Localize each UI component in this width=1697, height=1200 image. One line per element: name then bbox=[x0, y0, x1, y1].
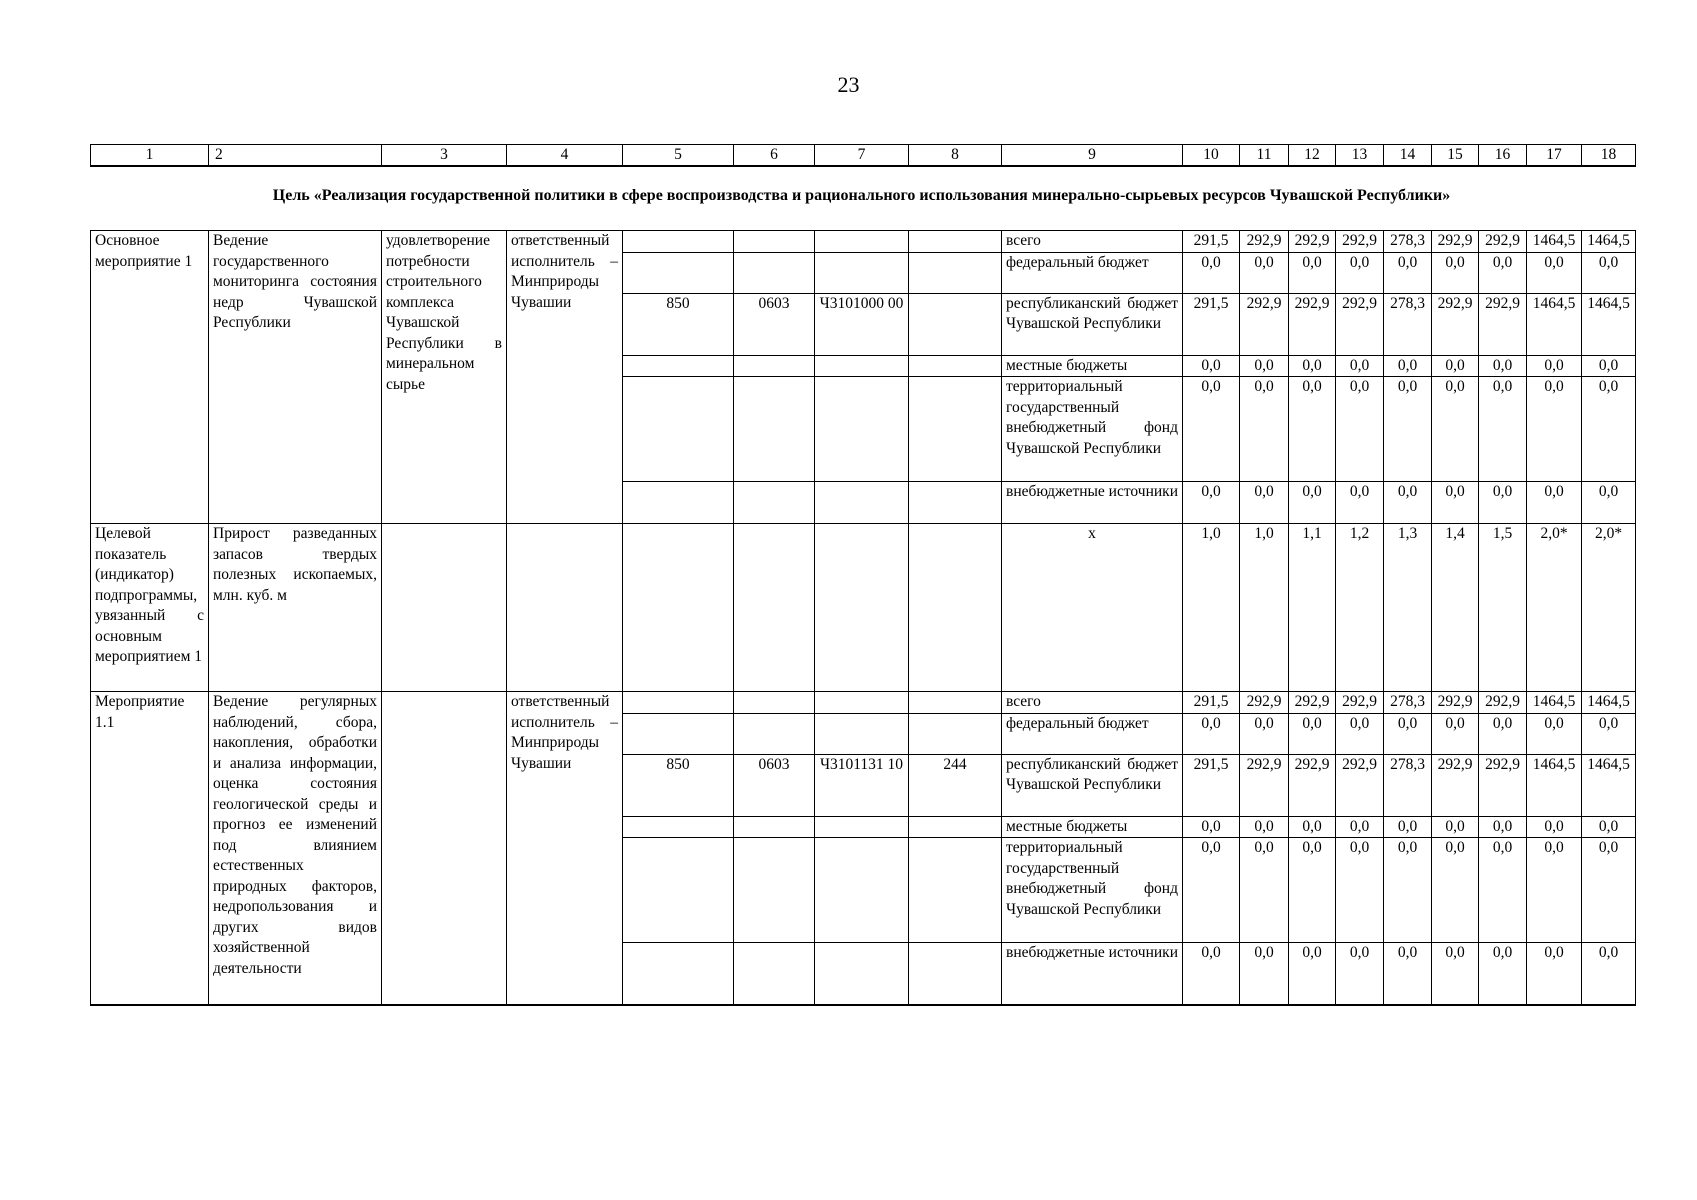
value-cell: 0,0 bbox=[1479, 816, 1527, 838]
empty-cell bbox=[623, 482, 734, 524]
header-col-12: 12 bbox=[1289, 145, 1336, 167]
value-cell: 292,9 bbox=[1432, 231, 1479, 253]
value-cell: 2,0* bbox=[1527, 524, 1582, 692]
value-cell: 292,9 bbox=[1336, 754, 1384, 816]
value-cell: 2,0* bbox=[1582, 524, 1636, 692]
value-cell: 0,0 bbox=[1183, 943, 1240, 1005]
value-cell: 0,0 bbox=[1240, 816, 1289, 838]
empty-cell bbox=[815, 713, 909, 754]
value-cell: 0,0 bbox=[1479, 838, 1527, 943]
value-cell: 0,0 bbox=[1240, 355, 1289, 377]
empty-cell bbox=[734, 692, 815, 714]
empty-cell bbox=[623, 838, 734, 943]
value-cell: 0,0 bbox=[1582, 943, 1636, 1005]
activity-name: Ведение регулярных наблюдений, сбора, накопления, обработки и анализа информации, оценка состояния геологической среды и прогноз ее изменений под влиянием естественных природных факторов, недропользования и других видов хозяйственной деятельности bbox=[209, 692, 382, 1005]
value-cell: 0,0 bbox=[1479, 943, 1527, 1005]
empty-cell bbox=[909, 713, 1002, 754]
value-cell: 1,1 bbox=[1289, 524, 1336, 692]
value-cell: 0,0 bbox=[1289, 943, 1336, 1005]
value-cell: 0,0 bbox=[1527, 355, 1582, 377]
value-cell: 0,0 bbox=[1183, 838, 1240, 943]
header-col-7: 7 bbox=[815, 145, 909, 167]
value-cell: 0,0 bbox=[1582, 355, 1636, 377]
responsible-executor: ответственный исполнитель – Минприроды Чувашии bbox=[507, 231, 623, 524]
value-cell: 0,0 bbox=[1289, 355, 1336, 377]
value-cell: 291,5 bbox=[1183, 293, 1240, 355]
value-cell: 292,9 bbox=[1432, 692, 1479, 714]
funding-source: всего bbox=[1002, 231, 1183, 253]
value-cell: 292,9 bbox=[1289, 754, 1336, 816]
value-cell: 0,0 bbox=[1384, 377, 1432, 482]
empty-cell bbox=[815, 355, 909, 377]
grbs-code: 850 bbox=[623, 293, 734, 355]
value-cell: 0,0 bbox=[1336, 482, 1384, 524]
funding-source: местные бюджеты bbox=[1002, 816, 1183, 838]
header-col-15: 15 bbox=[1432, 145, 1479, 167]
value-cell: 1,0 bbox=[1240, 524, 1289, 692]
value-cell: 0,0 bbox=[1582, 816, 1636, 838]
value-cell: 0,0 bbox=[1183, 482, 1240, 524]
empty-cell bbox=[734, 713, 815, 754]
value-cell: 0,0 bbox=[1289, 252, 1336, 293]
value-cell: 292,9 bbox=[1240, 754, 1289, 816]
value-cell: 292,9 bbox=[1336, 692, 1384, 714]
value-cell: 0,0 bbox=[1183, 377, 1240, 482]
empty-cell bbox=[909, 355, 1002, 377]
table-row bbox=[91, 692, 1636, 714]
empty-cell bbox=[815, 377, 909, 482]
value-cell: 0,0 bbox=[1479, 482, 1527, 524]
value-cell: 0,0 bbox=[1527, 943, 1582, 1005]
value-cell: 1,4 bbox=[1432, 524, 1479, 692]
header-col-18: 18 bbox=[1582, 145, 1636, 167]
header-col-16: 16 bbox=[1479, 145, 1527, 167]
block-indicator bbox=[91, 524, 1636, 692]
value-cell: 1,5 bbox=[1479, 524, 1527, 692]
value-cell: 292,9 bbox=[1479, 293, 1527, 355]
funding-source: местные бюджеты bbox=[1002, 355, 1183, 377]
value-cell: 0,0 bbox=[1289, 816, 1336, 838]
value-cell: 292,9 bbox=[1336, 293, 1384, 355]
header-col-10: 10 bbox=[1183, 145, 1240, 167]
activity-type: Мероприятие 1.1 bbox=[91, 692, 209, 1005]
value-cell: 0,0 bbox=[1432, 252, 1479, 293]
value-cell: 278,3 bbox=[1384, 754, 1432, 816]
page-number: 23 bbox=[837, 72, 860, 97]
empty-cell bbox=[909, 838, 1002, 943]
value-cell: 1464,5 bbox=[1582, 231, 1636, 253]
value-cell: 0,0 bbox=[1240, 482, 1289, 524]
empty-cell bbox=[734, 943, 815, 1005]
csr-code: Ч3101131 10 bbox=[815, 754, 909, 816]
value-cell: 292,9 bbox=[1432, 754, 1479, 816]
empty-cell bbox=[734, 524, 815, 692]
header-col-5: 5 bbox=[623, 145, 734, 167]
funding-source: внебюджетные источники bbox=[1002, 943, 1183, 1005]
value-cell: 291,5 bbox=[1183, 231, 1240, 253]
value-cell: 1464,5 bbox=[1582, 293, 1636, 355]
empty-cell bbox=[909, 252, 1002, 293]
value-cell: 0,0 bbox=[1336, 252, 1384, 293]
empty-cell bbox=[734, 482, 815, 524]
value-cell: 0,0 bbox=[1384, 482, 1432, 524]
column-number-header bbox=[90, 144, 1636, 167]
empty-cell bbox=[734, 838, 815, 943]
value-cell: 278,3 bbox=[1384, 231, 1432, 253]
value-cell: 0,0 bbox=[1384, 816, 1432, 838]
value-cell: 0,0 bbox=[1289, 377, 1336, 482]
value-cell: 0,0 bbox=[1240, 252, 1289, 293]
empty-cell bbox=[909, 692, 1002, 714]
value-cell: 1464,5 bbox=[1527, 231, 1582, 253]
indicator-type: Целевой показатель (индикатор) подпрограммы, увязанный с основным мероприятием 1 bbox=[91, 524, 209, 692]
value-cell: 0,0 bbox=[1240, 713, 1289, 754]
value-cell: 0,0 bbox=[1582, 377, 1636, 482]
value-cell: 292,9 bbox=[1240, 293, 1289, 355]
activity-goal bbox=[382, 692, 507, 1005]
value-cell: 0,0 bbox=[1240, 377, 1289, 482]
indicator-source: x bbox=[1002, 524, 1183, 692]
value-cell: 0,0 bbox=[1479, 252, 1527, 293]
value-cell: 0,0 bbox=[1336, 838, 1384, 943]
rzpr-code: 0603 bbox=[734, 293, 815, 355]
value-cell: 0,0 bbox=[1183, 713, 1240, 754]
empty-cell bbox=[382, 524, 507, 692]
empty-cell bbox=[734, 377, 815, 482]
value-cell: 292,9 bbox=[1479, 231, 1527, 253]
funding-source: федеральный бюджет bbox=[1002, 252, 1183, 293]
value-cell: 292,9 bbox=[1289, 293, 1336, 355]
empty-cell bbox=[623, 713, 734, 754]
indicator-name: Прирост разведанных запасов твердых полезных ископаемых, млн. куб. м bbox=[209, 524, 382, 692]
value-cell: 0,0 bbox=[1289, 713, 1336, 754]
empty-cell bbox=[623, 816, 734, 838]
value-cell: 0,0 bbox=[1240, 943, 1289, 1005]
value-cell: 0,0 bbox=[1582, 713, 1636, 754]
empty-cell bbox=[909, 943, 1002, 1005]
block-activity-1-1 bbox=[91, 692, 1636, 1005]
header-col-3: 3 bbox=[382, 145, 507, 167]
value-cell: 292,9 bbox=[1289, 692, 1336, 714]
header-col-13: 13 bbox=[1336, 145, 1384, 167]
value-cell: 0,0 bbox=[1582, 252, 1636, 293]
grbs-code: 850 bbox=[623, 754, 734, 816]
funding-source: территориальный государственный внебюджетный фонд Чувашской Республики bbox=[1002, 377, 1183, 482]
empty-cell bbox=[815, 838, 909, 943]
funding-source: республиканский бюджет Чувашской Республики bbox=[1002, 293, 1183, 355]
empty-cell bbox=[734, 231, 815, 253]
empty-cell bbox=[815, 524, 909, 692]
value-cell: 0,0 bbox=[1479, 713, 1527, 754]
value-cell: 291,5 bbox=[1183, 692, 1240, 714]
value-cell: 1,2 bbox=[1336, 524, 1384, 692]
empty-cell bbox=[623, 231, 734, 253]
empty-cell bbox=[507, 524, 623, 692]
value-cell: 0,0 bbox=[1527, 713, 1582, 754]
value-cell: 0,0 bbox=[1183, 355, 1240, 377]
value-cell: 0,0 bbox=[1240, 838, 1289, 943]
rzpr-code: 0603 bbox=[734, 754, 815, 816]
header-col-1: 1 bbox=[91, 145, 209, 167]
value-cell: 0,0 bbox=[1336, 943, 1384, 1005]
value-cell: 1464,5 bbox=[1527, 692, 1582, 714]
table-row bbox=[91, 524, 1636, 692]
value-cell: 0,0 bbox=[1479, 377, 1527, 482]
csr-code: Ч3101000 00 bbox=[815, 293, 909, 355]
empty-cell bbox=[623, 943, 734, 1005]
program-table bbox=[90, 230, 1636, 1006]
header-col-8: 8 bbox=[909, 145, 1002, 167]
value-cell: 292,9 bbox=[1336, 231, 1384, 253]
empty-cell bbox=[909, 816, 1002, 838]
value-cell: 292,9 bbox=[1240, 692, 1289, 714]
value-cell: 0,0 bbox=[1336, 816, 1384, 838]
value-cell: 1464,5 bbox=[1527, 293, 1582, 355]
value-cell: 0,0 bbox=[1527, 377, 1582, 482]
value-cell: 291,5 bbox=[1183, 754, 1240, 816]
header-col-6: 6 bbox=[734, 145, 815, 167]
value-cell: 0,0 bbox=[1527, 816, 1582, 838]
responsible-executor: ответственный исполнитель – Минприроды Чувашии bbox=[507, 692, 623, 1005]
empty-cell bbox=[623, 252, 734, 293]
value-cell: 0,0 bbox=[1582, 482, 1636, 524]
block-main-activity-1 bbox=[91, 231, 1636, 524]
value-cell: 0,0 bbox=[1527, 838, 1582, 943]
funding-source: территориальный государственный внебюджетный фонд Чувашской Республики bbox=[1002, 838, 1183, 943]
empty-cell bbox=[815, 482, 909, 524]
value-cell: 0,0 bbox=[1527, 482, 1582, 524]
value-cell: 1,3 bbox=[1384, 524, 1432, 692]
value-cell: 0,0 bbox=[1289, 482, 1336, 524]
value-cell: 292,9 bbox=[1240, 231, 1289, 253]
header-col-2: 2 bbox=[209, 145, 382, 167]
value-cell: 292,9 bbox=[1289, 231, 1336, 253]
empty-cell bbox=[815, 816, 909, 838]
vr-code: 244 bbox=[909, 754, 1002, 816]
empty-cell bbox=[623, 524, 734, 692]
value-cell: 292,9 bbox=[1479, 692, 1527, 714]
header-col-11: 11 bbox=[1240, 145, 1289, 167]
value-cell: 0,0 bbox=[1432, 943, 1479, 1005]
value-cell: 0,0 bbox=[1432, 355, 1479, 377]
value-cell: 0,0 bbox=[1384, 252, 1432, 293]
value-cell: 0,0 bbox=[1183, 252, 1240, 293]
empty-cell bbox=[909, 377, 1002, 482]
value-cell: 0,0 bbox=[1432, 838, 1479, 943]
empty-cell bbox=[734, 816, 815, 838]
value-cell: 1464,5 bbox=[1582, 692, 1636, 714]
empty-cell bbox=[734, 252, 815, 293]
empty-cell bbox=[815, 943, 909, 1005]
value-cell: 278,3 bbox=[1384, 692, 1432, 714]
goal-title: Цель «Реализация государственной политики в сфере воспроизводства и рационального использования минерально-сырьевых ресурсов Чувашской Республики» bbox=[272, 187, 1451, 204]
value-cell: 1,0 bbox=[1183, 524, 1240, 692]
vr-code bbox=[909, 293, 1002, 355]
table-row bbox=[91, 231, 1636, 253]
value-cell: 0,0 bbox=[1336, 713, 1384, 754]
empty-cell bbox=[909, 524, 1002, 692]
activity-name: Ведение государственного мониторинга состояния недр Чувашской Республики bbox=[209, 231, 382, 524]
activity-goal: удовлетворение потребности строительного комплекса Чувашской Республики в минеральном сырье bbox=[382, 231, 507, 524]
activity-type: Основное мероприятие 1 bbox=[91, 231, 209, 524]
header-col-14: 14 bbox=[1384, 145, 1432, 167]
value-cell: 0,0 bbox=[1432, 713, 1479, 754]
empty-cell bbox=[815, 252, 909, 293]
empty-cell bbox=[815, 692, 909, 714]
value-cell: 0,0 bbox=[1432, 377, 1479, 482]
value-cell: 292,9 bbox=[1479, 754, 1527, 816]
value-cell: 0,0 bbox=[1384, 713, 1432, 754]
value-cell: 0,0 bbox=[1527, 252, 1582, 293]
empty-cell bbox=[909, 482, 1002, 524]
funding-source: внебюджетные источники bbox=[1002, 482, 1183, 524]
empty-cell bbox=[909, 231, 1002, 253]
value-cell: 0,0 bbox=[1479, 355, 1527, 377]
value-cell: 292,9 bbox=[1432, 293, 1479, 355]
value-cell: 1464,5 bbox=[1582, 754, 1636, 816]
header-col-9: 9 bbox=[1002, 145, 1183, 167]
value-cell: 278,3 bbox=[1384, 293, 1432, 355]
empty-cell bbox=[623, 355, 734, 377]
empty-cell bbox=[734, 355, 815, 377]
value-cell: 0,0 bbox=[1384, 943, 1432, 1005]
value-cell: 0,0 bbox=[1336, 355, 1384, 377]
value-cell: 0,0 bbox=[1384, 838, 1432, 943]
funding-source: республиканский бюджет Чувашской Республики bbox=[1002, 754, 1183, 816]
value-cell: 1464,5 bbox=[1527, 754, 1582, 816]
value-cell: 0,0 bbox=[1582, 838, 1636, 943]
funding-source: всего bbox=[1002, 692, 1183, 714]
value-cell: 0,0 bbox=[1432, 816, 1479, 838]
empty-cell bbox=[623, 692, 734, 714]
header-col-17: 17 bbox=[1527, 145, 1582, 167]
funding-source: федеральный бюджет bbox=[1002, 713, 1183, 754]
value-cell: 0,0 bbox=[1336, 377, 1384, 482]
value-cell: 0,0 bbox=[1183, 816, 1240, 838]
value-cell: 0,0 bbox=[1289, 838, 1336, 943]
header-col-4: 4 bbox=[507, 145, 623, 167]
value-cell: 0,0 bbox=[1432, 482, 1479, 524]
empty-cell bbox=[623, 377, 734, 482]
value-cell: 0,0 bbox=[1384, 355, 1432, 377]
empty-cell bbox=[815, 231, 909, 253]
